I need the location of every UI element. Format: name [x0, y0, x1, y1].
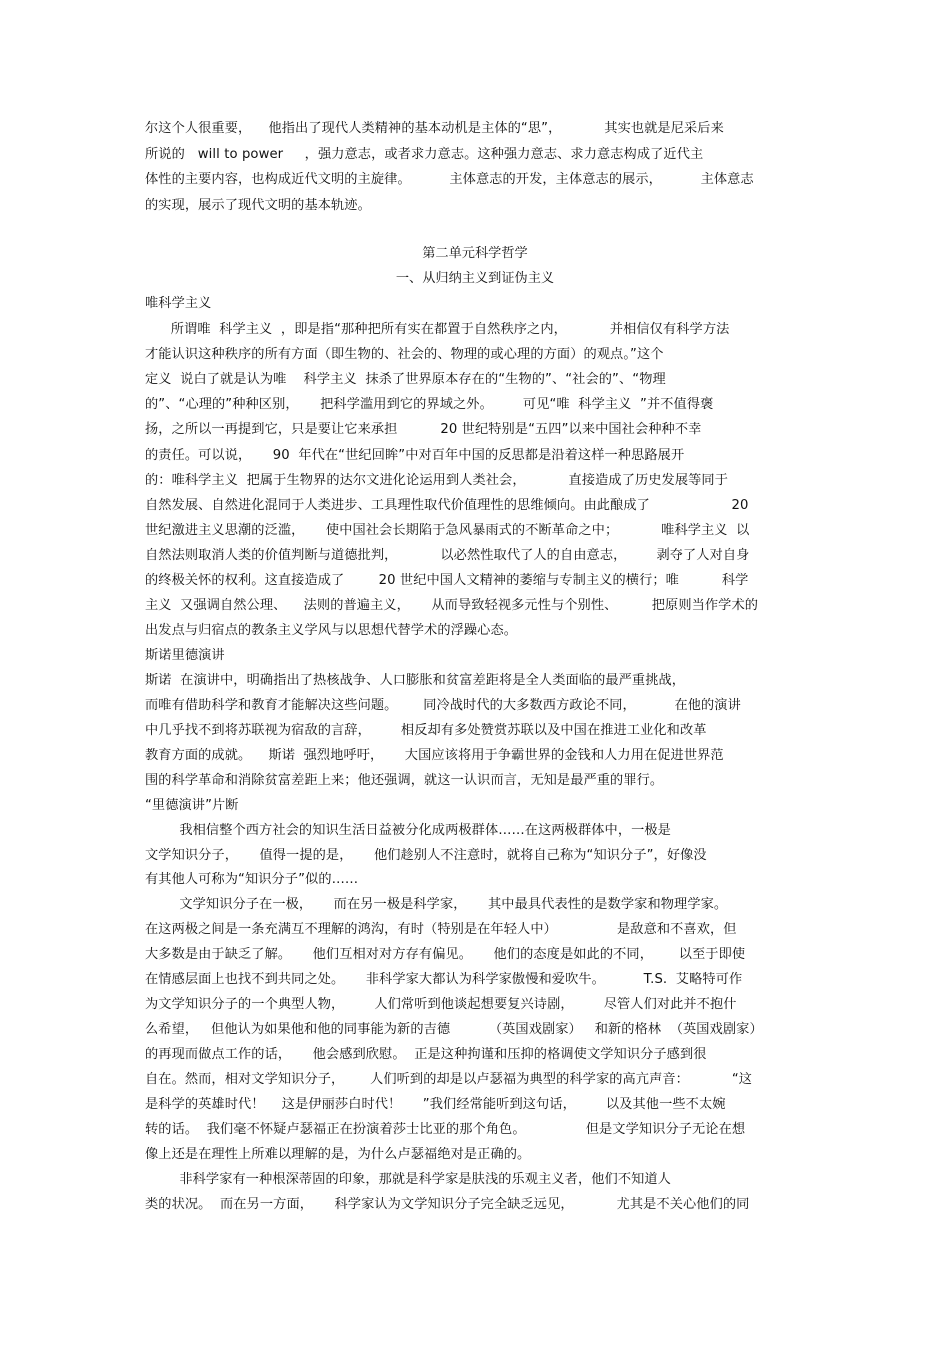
body-line: 类的状况。 而在另一方面， 科学家认为文学知识分子完全缺乏远见， 尤其是不关心他们的同: [145, 1197, 750, 1212]
body-line: 而唯有借助科学和教育才能解决这些问题。 同冷战时代的大多数西方政论不同， 在他的演讲: [145, 698, 741, 713]
intro-line: 所说的 will to power ，强力意志，或者求力意志。这种强力意志、求力意志构成了近代主: [145, 147, 704, 162]
body-line: 在这两极之间是一条充满互不理解的鸿沟，有时（特别是在年轻人中） 是敌意和不喜欢，但: [145, 922, 737, 937]
body-line: 大多数是由于缺乏了解。 他们互相对对方存有偏见。 他们的态度是如此的不同， 以至于即使: [145, 947, 746, 962]
body-line: 的终极关怀的权利。这直接造成了 20 世纪中国人文精神的萎缩与专制主义的横行；唯 科学: [145, 573, 749, 588]
body-line: 教育方面的成就。 斯诺 强烈地呼吁， 大国应该将用于争霸世界的金钱和人力用在促进世界范: [145, 748, 724, 763]
body-line: 是科学的英雄时代！ 这是伊丽莎白时代！ ”我们经常能听到这句话， 以及其他一些不太婉: [145, 1097, 726, 1112]
body-line: 文学知识分子在一极， 而在另一极是科学家， 其中最具代表性的是数学家和物理学家。: [145, 897, 728, 912]
body-line: 文学知识分子， 值得一提的是， 他们趁别人不注意时，就将自己称为“知识分子”，好像没: [145, 848, 707, 863]
body-line: 主义 又强调自然公理、 法则的普遍主义， 从而导致轻视多元性与个别性、 把原则当作学术的: [145, 598, 759, 613]
body-line: 才能认识这种秩序的所有方面（即生物的、社会的、物理的或心理的方面）的观点。”这个: [145, 347, 664, 362]
body-line: 么希望， 但他认为如果他和他的同事能为新的吉德 （英国戏剧家） 和新的格林 （英国戏剧家）: [145, 1022, 763, 1037]
body-line: 定义 说白了就是认为唯 科学主义 抹杀了世界原本存在的“生物的”、“社会的”、“物理: [145, 372, 666, 387]
body-line: 世纪激进主义思潮的泛滥， 使中国社会长期陷于急风暴雨式的不断革命之中； 唯科学主义 以: [145, 523, 750, 538]
body-line: 所谓唯 科学主义 ，即是指“那种把所有实在都置于自然秩序之内， 并相信仅有科学方法: [145, 322, 730, 337]
body-line: 转的话。 我们毫不怀疑卢瑟福正在扮演着莎士比亚的那个角色。 但是文学知识分子无论在想: [145, 1122, 746, 1137]
body-line: 有其他人可称为“知识分子”似的……: [145, 872, 359, 887]
body-line: 的责任。可以说， 90 年代在“世纪回眸”中对百年中国的反思都是沿着这样一种思路展开: [145, 448, 685, 463]
body-line: 扬，之所以一再提到它，只是要让它来承担 20 世纪特别是“五四”以来中国社会种种不幸: [145, 422, 702, 437]
body-line: 非科学家有一种根深蒂固的印象，那就是科学家是肤浅的乐观主义者，他们不知道人: [145, 1172, 671, 1187]
body-line: 斯诺 在演讲中，明确指出了热核战争、人口膨胀和贫富差距将是全人类面临的最严重挑战，: [145, 673, 686, 688]
body-line: 在情感层面上也找不到共同之处。 非科学家大都认为科学家傲慢和爱吹牛。 T.S. 艾略特可作: [145, 972, 743, 987]
body-line: 自然法则取消人类的价值判断与道德批判， 以必然性取代了人的自由意志， 剥夺了人对自身: [145, 548, 750, 563]
section-title: 一、从归纳主义到证伪主义: [395, 271, 555, 286]
body-line: 自然发展、自然进化混同于人类进步、工具理性取代价值理性的思维倾向。由此酿成了 20: [145, 498, 749, 513]
unit-title: 第二单元科学哲学: [422, 246, 528, 261]
body-line: 的再现而做点工作的话， 他会感到欣慰。 正是这种拘谨和压抑的格调使文学知识分子感到很: [145, 1047, 707, 1062]
body-line: 自在。然而，相对文学知识分子， 人们听到的却是以卢瑟福为典型的科学家的高亢声音： “这: [145, 1072, 753, 1087]
heading-snow: 斯诺里德演讲: [145, 648, 225, 663]
body-line: 中几乎找不到将苏联视为宿敌的言辞， 相反却有多处赞赏苏联以及中国在推进工业化和改革: [145, 723, 707, 738]
intro-line: 的实现，展示了现代文明的基本轨迹。: [145, 198, 371, 213]
body-line: 像上还是在理性上所难以理解的是，为什么卢瑟福绝对是正确的。: [145, 1147, 531, 1162]
body-line: 为文学知识分子的一个典型人物， 人们常听到他谈起想要复兴诗剧， 尽管人们对此并不抱什: [145, 997, 737, 1012]
body-line: 的：唯科学主义 把属于生物界的达尔文进化论运用到人类社会， 直接造成了历史发展等同于: [145, 473, 728, 488]
heading-excerpt: “里德演讲”片断: [145, 798, 239, 813]
heading-scientism: 唯科学主义: [145, 296, 212, 311]
body-line: 的”、“心理的”种种区别， 把科学滥用到它的界域之外。 可见“唯 科学主义 ”并不值得褒: [145, 397, 714, 412]
body-line: 我相信整个西方社会的知识生活日益被分化成两极群体……在这两极群体中，一极是: [145, 823, 671, 838]
body-line: 出发点与归宿点的教条主义学风与以思想代替学术的浮躁心态。: [145, 623, 518, 638]
body-line: 围的科学革命和消除贫富差距上来；他还强调，就这一认识而言，无知是最严重的罪行。: [145, 773, 664, 788]
intro-line: 尔这个人很重要， 他指出了现代人类精神的基本动机是主体的“思”， 其实也就是尼采后来: [145, 121, 724, 136]
intro-line: 体性的主要内容，也构成近代文明的主旋律。 主体意志的开发，主体意志的展示， 主体意志: [145, 172, 754, 187]
